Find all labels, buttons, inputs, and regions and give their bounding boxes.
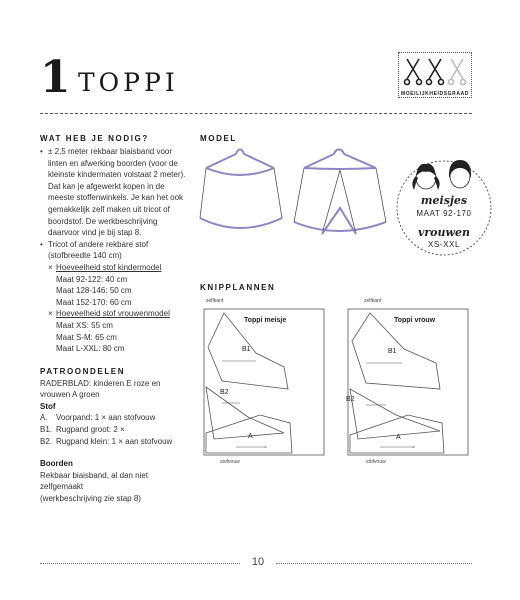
boorden-text: Rekbaar biaisband, al dan niet zelfgemaakt [40,470,149,492]
footer-rule-left [40,563,240,564]
pattern-piece: B1. Rugpand groot: 2 × [40,425,125,435]
boorden-heading: Boorden [40,459,73,469]
badge-girl-label: meisjes [420,194,468,207]
pattern-piece: A. Voorpand: 1 × aan stofvouw [40,413,156,423]
difficulty-label: MOEILIJKHEIDSGRAAD [400,91,470,97]
girl-face-icon [412,164,439,190]
page-number: 10 [251,556,265,568]
model-illustration [196,148,402,244]
stof-heading: Stof [40,401,56,411]
difficulty-scissors [399,53,471,91]
cutting-diagram [344,305,474,457]
top-front-view [200,150,282,229]
needs-bullet: • ± 2,5 meter rekbaar biaisband voor linten en afwerking boorden (voor de kleinste kindermaten volstaat 2 meter). Dat kan je afgewerkt kopen in de meeste stoffenwinkels. Je kan het ook gemakkelijk zelf maken uit tricot of boordstof. De werkbeschrijving daarvoor vind je bij stap 8. [40,146,190,239]
cutting-plan-woman [344,297,474,469]
needs-section [40,134,190,505]
plan-title: Toppi vrouw [394,317,436,324]
size-line: Maat L-XXL: 80 cm [56,344,125,354]
boorden-note: (werkbeschrijving zie stap 8) [40,494,141,504]
needs-bullet: • Tricot of andere rekbare stof (stofbreedte 140 cm) [40,239,190,262]
size-line: Maat XS: 55 cm [56,320,113,330]
size-badge [394,148,494,274]
piece-label: B2 [220,389,229,396]
badge-women-label: vrouwen [418,226,470,239]
scissors-icon [427,59,444,85]
kids-fabric-header: × Hoeveelheid stof kindermodel [48,262,162,272]
woman-face-icon [449,160,471,188]
piece-label: A [396,434,401,441]
size-line: Maat S-M: 65 cm [56,332,117,342]
selvage-label: zelfkant [364,298,382,304]
size-line: Maat 92-122: 40 cm [56,274,128,284]
page-title: TOPPI [78,68,179,97]
top-back-view [294,150,386,235]
model-heading: MODEL [200,134,237,143]
scissors-icon [449,59,466,85]
needs-heading: WAT HEB JE NODIG? [40,134,149,143]
pattern-heading: PATROONDELEN [40,366,126,376]
chapter-number: 1 [40,52,71,103]
fold-label: stofvouw [366,459,386,465]
pattern-sheet: RADERBLAD: kinderen E roze en vrouwen A groen [40,378,161,400]
footer-rule-right [276,563,472,564]
piece-label: B2 [346,396,355,403]
pattern-piece: B2. Rugpand klein: 1 × aan stofvouw [40,436,173,446]
fold-label: stofvouw [220,459,240,465]
cutting-plan-girl [200,297,330,469]
women-fabric-header: × Hoeveelheid stof vrouwenmodel [48,309,170,319]
badge-women-sizes: XS-XXL [427,240,461,249]
plan-title: Toppi meisje [244,317,287,324]
piece-label: B1 [388,348,397,355]
selvage-label: zelfkant [206,298,224,304]
size-line: Maat 152-170: 60 cm [56,297,132,307]
piece-label: B1 [242,346,251,353]
size-line: Maat 128-146: 50 cm [56,286,132,296]
piece-label: A [248,433,253,440]
badge-girl-sizes: MAAT 92-170 [416,209,472,218]
cutting-heading: KNIPPLANNEN [200,283,276,292]
scissors-icon [405,59,422,85]
header-divider [40,113,472,114]
cutting-diagram [200,305,330,457]
